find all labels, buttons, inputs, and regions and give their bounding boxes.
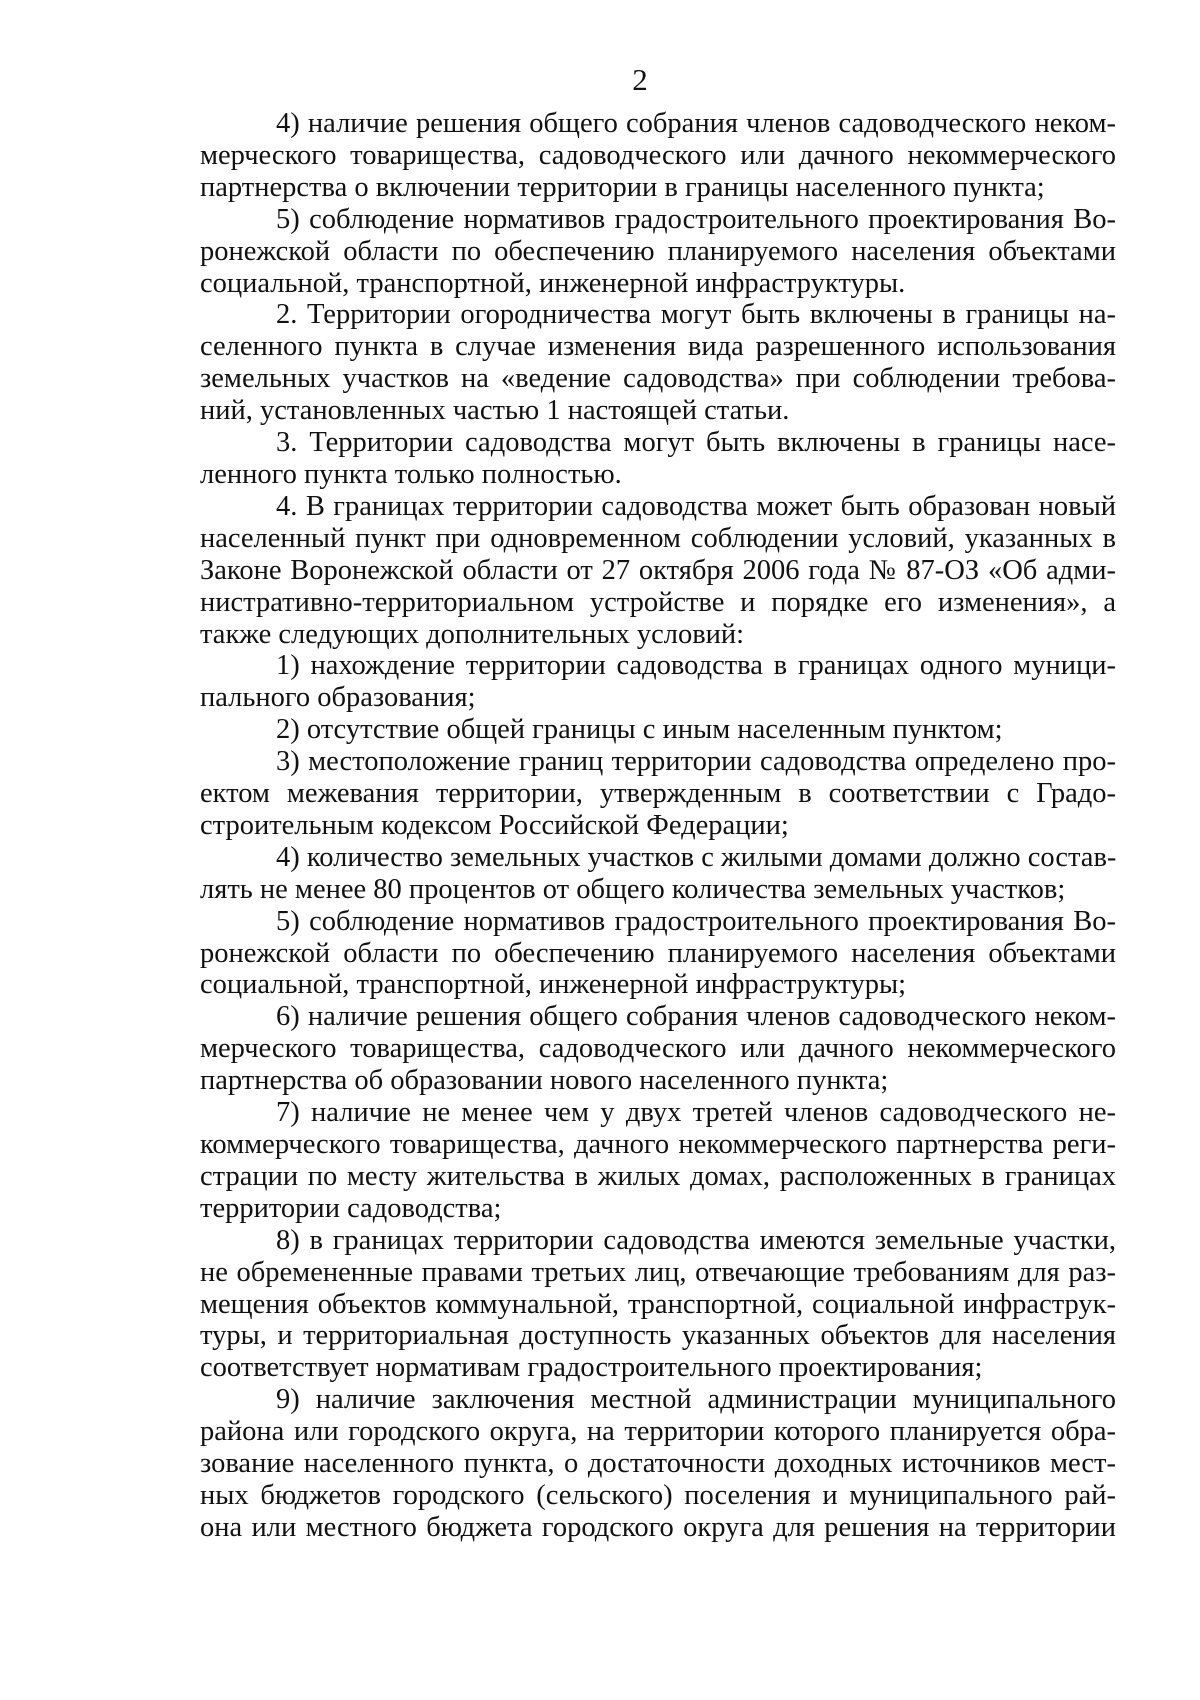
- text-line: 6) наличие решения общего собрания членов садоводческого неком-: [276, 1001, 1116, 1033]
- text-line: ектом межевания территории, утвержденным в соответствии с Градо-: [200, 778, 1116, 810]
- paragraph-c7: [200, 1097, 1116, 1225]
- text-line: района или городского округа, на территории которого планируется обра-: [200, 1416, 1116, 1448]
- paragraph-c1: [200, 650, 1116, 714]
- paragraph-s3: [200, 427, 1116, 491]
- paragraph-c2: [200, 714, 1116, 746]
- text-line: не обремененные правами третьих лиц, отвечающие требованиям для раз-: [200, 1256, 1116, 1288]
- paragraph-c4: [200, 842, 1116, 906]
- paragraph-s4: [200, 491, 1116, 651]
- text-line: 2) отсутствие общей границы с иным населенным пунктом;: [276, 714, 1003, 746]
- text-line: 5) соблюдение нормативов градостроительного проектирования Во-: [276, 905, 1116, 937]
- text-line: ний, установленных частью 1 настоящей статьи.: [200, 395, 790, 427]
- text-line: партнерства об образовании нового населенного пункта;: [200, 1065, 889, 1097]
- text-line: соответствует нормативам градостроительного проектирования;: [200, 1352, 983, 1384]
- paragraph-p5: [200, 204, 1116, 300]
- text-line: ронежской области по обеспечению планируемого населения объектами: [200, 235, 1116, 267]
- text-line: коммерческого товарищества, дачного некоммерческого партнерства реги-: [200, 1129, 1116, 1160]
- paragraph-c6: [200, 1001, 1116, 1097]
- paragraph-s2: [200, 299, 1116, 427]
- paragraph-c5: [200, 906, 1116, 1002]
- text-line: 5) соблюдение нормативов градостроительного проектирования Во-: [276, 203, 1116, 235]
- text-line: территории садоводства;: [200, 1192, 502, 1224]
- document-body: [200, 108, 1116, 1544]
- text-line: социальной, транспортной, инженерной инфраструктуры;: [200, 969, 907, 1001]
- text-line: 7) наличие не менее чем у двух третей членов садоводческого не-: [276, 1097, 1116, 1129]
- paragraph-c8: [200, 1225, 1116, 1385]
- text-line: лять не менее 80 процентов от общего количества земельных участков;: [200, 873, 1066, 905]
- text-line: Законе Воронежской области от 27 октября 2006 года № 87-ОЗ «Об адми-: [200, 554, 1116, 586]
- text-line: зование населенного пункта, о достаточности доходных источников мест-: [200, 1448, 1116, 1480]
- text-line: 2. Территории огородничества могут быть включены в границы на-: [276, 299, 1116, 331]
- paragraph-p4: [200, 108, 1116, 204]
- text-line: 9) наличие заключения местной администрации муниципального: [276, 1384, 1116, 1416]
- paragraph-c9: [200, 1384, 1116, 1544]
- paragraph-c3: [200, 746, 1116, 842]
- text-line: земельных участков на «ведение садоводства» при соблюдении требова-: [200, 363, 1116, 395]
- text-line: социальной, транспортной, инженерной инфраструктуры.: [200, 267, 906, 299]
- text-line: 3) местоположение границ территории садоводства определено про-: [276, 746, 1116, 778]
- text-line: пального образования;: [200, 682, 476, 714]
- text-line: страции по месту жительства в жилых домах, расположенных в границах: [200, 1160, 1116, 1192]
- text-line: 3. Территории садоводства могут быть включены в границы насе-: [276, 427, 1116, 459]
- text-line: ленного пункта только полностью.: [200, 458, 622, 490]
- text-line: туры, и территориальная доступность указанных объектов для населения: [200, 1320, 1116, 1352]
- text-line: нистративно-территориальном устройстве и порядке его изменения», а: [200, 586, 1116, 618]
- text-line: населенный пункт при одновременном соблюдении условий, указанных в: [200, 522, 1116, 554]
- text-line: строительным кодексом Российской Федерации;: [200, 809, 789, 841]
- text-line: ронежской области по обеспечению планируемого населения объектами: [200, 937, 1116, 969]
- text-line: 4) наличие решения общего собрания членов садоводческого неком-: [276, 108, 1116, 139]
- text-line: 4. В границах территории садоводства может быть образован новый: [276, 490, 1116, 522]
- text-line: мерческого товарищества, садоводческого или дачного некоммерческого: [200, 139, 1116, 171]
- text-line: также следующих дополнительных условий:: [200, 618, 745, 650]
- text-line: 8) в границах территории садоводства имеются земельные участки,: [276, 1224, 1116, 1256]
- text-line: 1) нахождение территории садоводства в границах одного муници-: [276, 650, 1116, 682]
- text-line: 4) количество земельных участков с жилыми домами должно состав-: [276, 841, 1117, 873]
- text-line: ных бюджетов городского (сельского) поселения и муниципального рай-: [200, 1479, 1116, 1511]
- text-line: партнерства о включении территории в границы населенного пункта;: [200, 171, 1045, 203]
- text-line: она или местного бюджета городского округа для решения на территории: [200, 1511, 1116, 1543]
- page-number: 2: [632, 62, 648, 97]
- text-line: мещения объектов коммунальной, транспортной, социальной инфраструк-: [200, 1288, 1116, 1320]
- text-line: мерческого товарищества, садоводческого или дачного некоммерческого: [200, 1033, 1116, 1065]
- text-line: селенного пункта в случае изменения вида разрешенного использования: [200, 331, 1116, 363]
